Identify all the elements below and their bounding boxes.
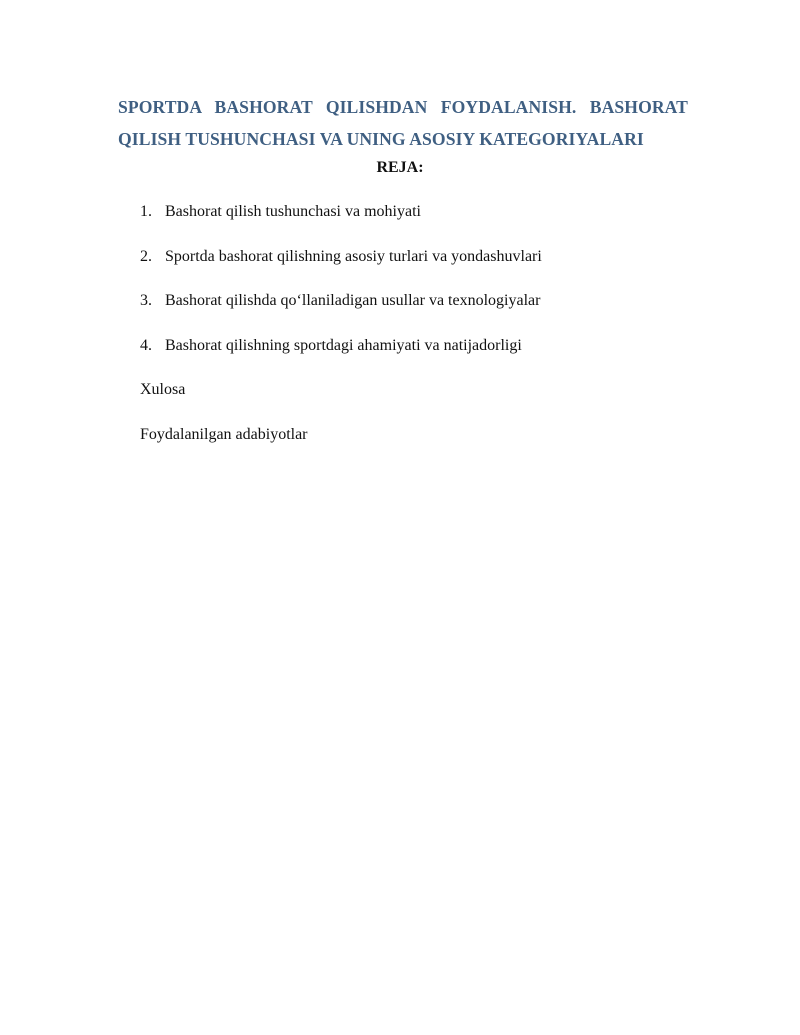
document-title: SPORTDA BASHORAT QILISHDAN FOYDALANISH. BASHORAT QILISH TUSHUNCHASI VA UNING ASOSIY KATEGORIYALARI (118, 97, 688, 149)
plan-heading: REJA: (376, 159, 424, 176)
plan-item (140, 245, 542, 269)
plan-item-text: Bashorat qilishning sportdagi ahamiyati va natijadorligi (165, 336, 522, 354)
plan-item-number: 3. (140, 292, 152, 309)
references-heading: Foydalanilgan adabiyotlar (140, 426, 308, 443)
plan-item-text: Sportda bashorat qilishning asosiy turlari va yondashuvlari (165, 247, 542, 265)
plan-item (140, 334, 542, 358)
plan-item-text: Bashorat qilish tushunchasi va mohiyati (165, 203, 421, 220)
plan-item (140, 200, 542, 224)
plan-item-number: 2. (140, 247, 152, 265)
plan-item-text: Bashorat qilishda qo‘llaniladigan usullar va texnologiyalar (165, 292, 541, 309)
plan-item (140, 289, 542, 313)
plan-item-number: 1. (140, 203, 152, 220)
conclusion-heading: Xulosa (140, 381, 186, 398)
plan-list (140, 200, 542, 378)
plan-item-number: 4. (140, 336, 152, 354)
